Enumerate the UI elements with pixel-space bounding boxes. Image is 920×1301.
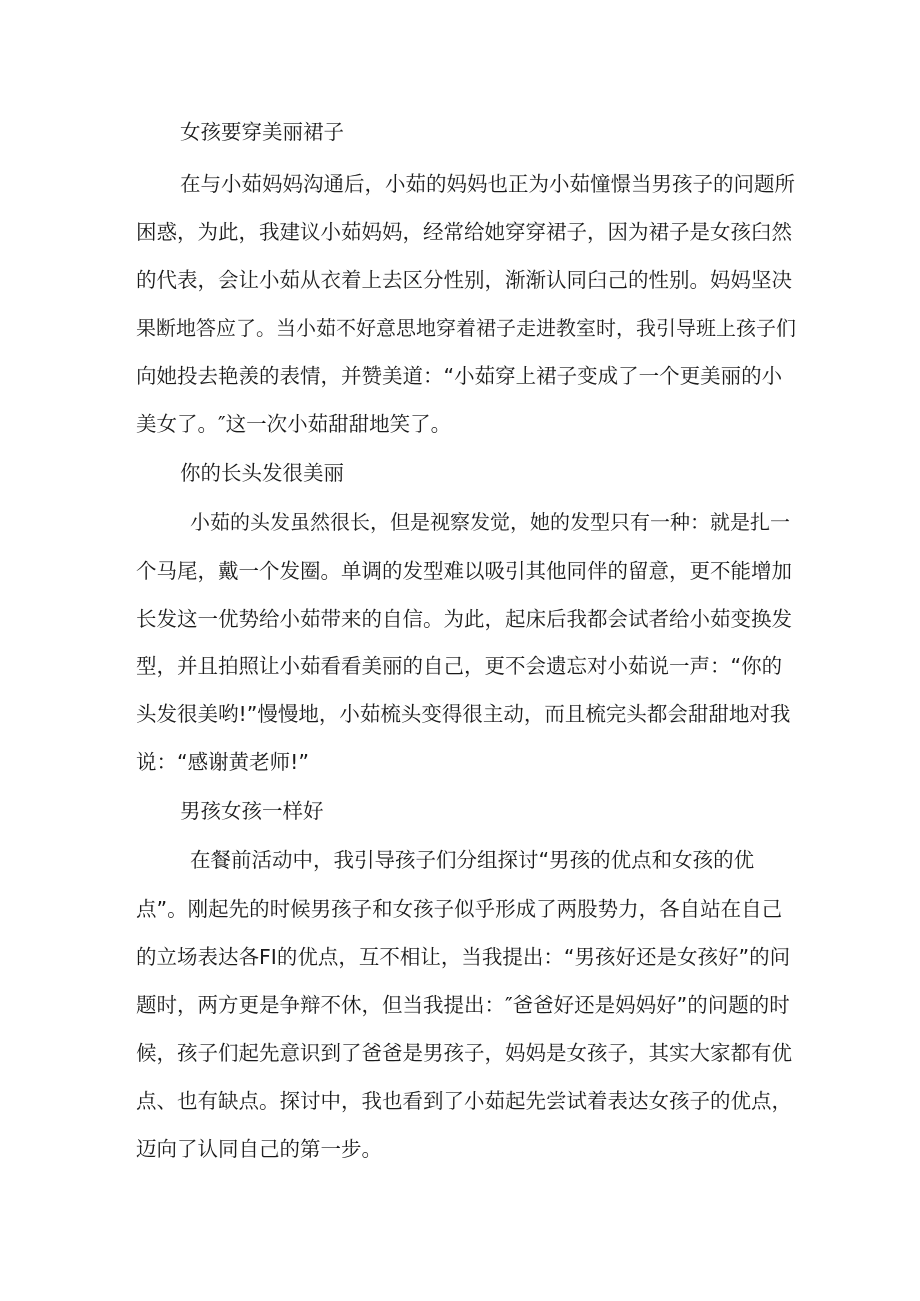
paragraph-line: 型，并且拍照让小茹看看美丽的自己，更不会遗忘对小茹说一声：“你的 bbox=[136, 654, 783, 678]
section-heading: 男孩女孩一样好 bbox=[180, 799, 324, 823]
paragraph-line: 的代表，会让小茹从衣着上去区分性别，渐渐认同臼己的性别。妈妈坚决 bbox=[136, 268, 792, 292]
paragraph-line: 点”。刚起先的时候男孩子和女孩子似乎形成了两股势力，各自站在自己 bbox=[136, 897, 783, 921]
paragraph-line: 长发这一优势给小茹带来的自信。为此，起床后我都会试者给小茹变换发 bbox=[136, 607, 792, 631]
paragraph-line: 困惑，为此，我建议小茹妈妈，经常给她穿穿裙子，因为裙子是女孩臼然 bbox=[136, 220, 792, 244]
paragraph-line: 迈向了认同自己的第一步。 bbox=[136, 1137, 382, 1161]
paragraph-line: 题时，两方更是争辩不休，但当我提出：″爸爸好还是妈妈好”的问题的时 bbox=[136, 993, 790, 1017]
paragraph-line: 向她投去艳羡的表情，并赞美道：“小茹穿上裙子变成了一个更美丽的小 bbox=[136, 364, 783, 388]
paragraph-line: 候，孩子们起先意识到了爸爸是男孩子，妈妈是女孩子，其实大家都有优 bbox=[136, 1041, 792, 1065]
paragraph-line: 在与小茹妈妈沟通后，小茹的妈妈也正为小茹憧憬当男孩子的问题所 bbox=[180, 172, 795, 196]
paragraph-line: 果断地答应了。当小茹不好意思地穿着裙子走进教室时，我引导班上孩子们 bbox=[136, 316, 796, 340]
paragraph-line: 个马尾，戴一个发圈。单调的发型难以吸引其他同伴的留意，更不能增加 bbox=[136, 559, 792, 583]
paragraph-line: 在餐前活动中，我引导孩子们分组探讨“男孩的优点和女孩的优 bbox=[190, 848, 755, 872]
section-heading: 你的长头发很美丽 bbox=[180, 461, 344, 485]
paragraph-line: 美女了。″这一次小茹甜甜地笑了。 bbox=[136, 412, 452, 436]
paragraph-line: 的立场表达各FI的优点，互不相让，当我提出：“男孩好还是女孩好”的问 bbox=[136, 945, 791, 969]
section-heading: 女孩要穿美丽裙子 bbox=[180, 120, 344, 144]
paragraph-line: 点、也有缺点。探讨中，我也看到了小茹起先尝试着表达女孩子的优点， bbox=[136, 1089, 792, 1113]
paragraph-line: 头发很美哟!”慢慢地，小茹梳头变得很主动，而且梳完头都会甜甜地对我 bbox=[136, 702, 791, 726]
paragraph-line: 小茹的头发虽然很长，但是视察发觉，她的发型只有一种：就是扎一 bbox=[190, 510, 790, 534]
paragraph-line: 说：“感谢黄老师!” bbox=[136, 750, 309, 774]
